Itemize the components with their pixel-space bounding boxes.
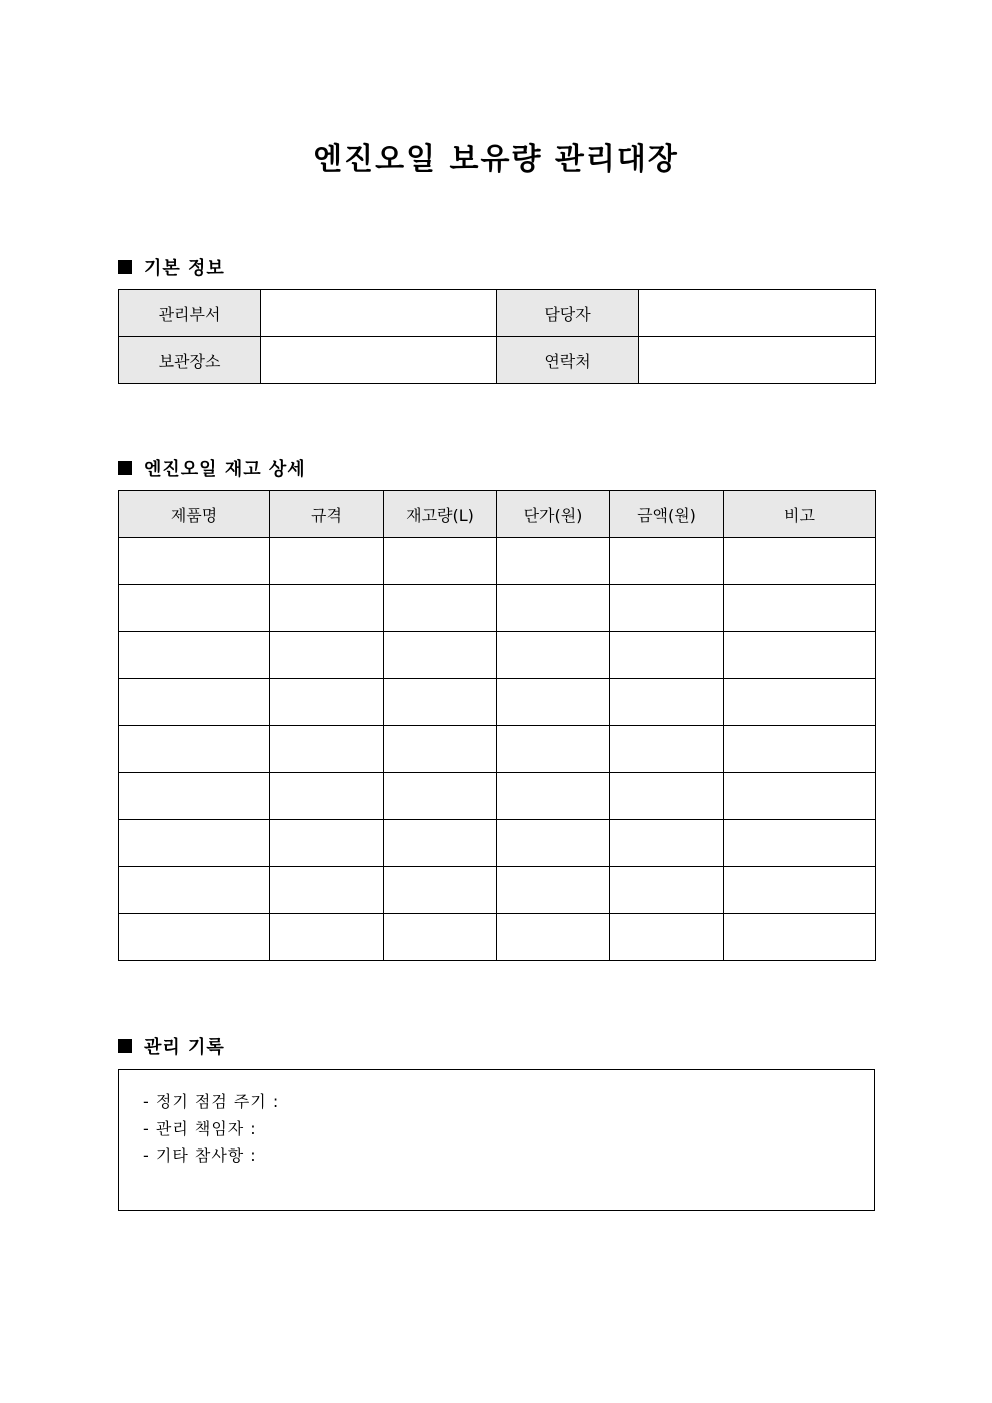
table-cell[interactable]: [384, 867, 497, 914]
table-cell[interactable]: [610, 914, 724, 961]
section-heading-label: 기본 정보: [144, 258, 225, 279]
table-cell[interactable]: [270, 820, 384, 867]
table-cell[interactable]: [610, 632, 724, 679]
table-cell[interactable]: [119, 632, 270, 679]
column-header: 재고량(L): [384, 491, 497, 538]
label-storage-location: 보관장소: [119, 337, 261, 384]
table-cell[interactable]: [497, 585, 610, 632]
column-header: 제품명: [119, 491, 270, 538]
label-department: 관리부서: [119, 290, 261, 337]
department-field[interactable]: [261, 290, 497, 337]
contact-field[interactable]: [639, 337, 876, 384]
table-cell[interactable]: [270, 726, 384, 773]
table-row: [119, 632, 876, 679]
table-cell[interactable]: [119, 726, 270, 773]
table-cell[interactable]: [497, 632, 610, 679]
table-cell[interactable]: [384, 820, 497, 867]
table-row: [119, 726, 876, 773]
table-row: [119, 538, 876, 585]
section-heading-inventory: [118, 455, 306, 481]
table-cell[interactable]: [497, 679, 610, 726]
table-cell[interactable]: [610, 773, 724, 820]
table-cell[interactable]: [270, 773, 384, 820]
table-cell[interactable]: [384, 914, 497, 961]
inventory-table-body: [119, 538, 876, 961]
column-header: 단가(원): [497, 491, 610, 538]
management-record-list: [119, 1070, 874, 1169]
table-cell[interactable]: [270, 914, 384, 961]
table-cell[interactable]: [724, 585, 876, 632]
table-row: [119, 914, 876, 961]
table-row: [119, 820, 876, 867]
square-bullet-icon: [118, 1039, 132, 1053]
table-cell[interactable]: [610, 867, 724, 914]
table-cell[interactable]: [384, 538, 497, 585]
column-header: 금액(원): [610, 491, 724, 538]
column-header: 비고: [724, 491, 876, 538]
table-row: [119, 290, 876, 337]
table-row: [119, 867, 876, 914]
table-cell[interactable]: [119, 820, 270, 867]
table-row: [119, 773, 876, 820]
section-heading-label: 엔진오일 재고 상세: [144, 459, 306, 480]
table-header-row: [119, 491, 876, 538]
table-cell[interactable]: [384, 585, 497, 632]
table-cell[interactable]: [384, 679, 497, 726]
table-cell[interactable]: [724, 679, 876, 726]
table-cell[interactable]: [384, 773, 497, 820]
table-cell[interactable]: [270, 867, 384, 914]
table-cell[interactable]: [724, 773, 876, 820]
table-row: [119, 337, 876, 384]
table-cell[interactable]: [119, 585, 270, 632]
table-cell[interactable]: [270, 679, 384, 726]
storage-location-field[interactable]: [261, 337, 497, 384]
table-row: [119, 679, 876, 726]
table-cell[interactable]: [497, 820, 610, 867]
table-cell[interactable]: [497, 726, 610, 773]
table-cell[interactable]: [119, 538, 270, 585]
management-record-box[interactable]: [118, 1069, 875, 1211]
table-cell[interactable]: [119, 867, 270, 914]
table-cell[interactable]: [270, 632, 384, 679]
table-cell[interactable]: [497, 538, 610, 585]
basic-info-table: [118, 289, 876, 384]
table-cell[interactable]: [610, 585, 724, 632]
record-item-responsible-person: - 관리 책임자 :: [143, 1119, 257, 1138]
page-title: 엔진오일 보유량 관리대장: [313, 142, 679, 177]
table-cell[interactable]: [724, 726, 876, 773]
section-heading-label: 관리 기록: [144, 1037, 225, 1058]
inventory-table: [118, 490, 876, 961]
table-cell[interactable]: [724, 632, 876, 679]
table-cell[interactable]: [497, 773, 610, 820]
label-contact: 연락처: [497, 337, 639, 384]
table-cell[interactable]: [610, 820, 724, 867]
table-cell[interactable]: [610, 679, 724, 726]
table-cell[interactable]: [384, 632, 497, 679]
table-cell[interactable]: [610, 538, 724, 585]
table-cell[interactable]: [497, 867, 610, 914]
table-cell[interactable]: [724, 914, 876, 961]
table-cell[interactable]: [119, 914, 270, 961]
table-cell[interactable]: [270, 585, 384, 632]
column-header: 규격: [270, 491, 384, 538]
table-cell[interactable]: [724, 867, 876, 914]
table-cell[interactable]: [497, 914, 610, 961]
section-heading-management-record: [118, 1033, 225, 1059]
table-cell[interactable]: [119, 679, 270, 726]
manager-field[interactable]: [639, 290, 876, 337]
record-item-inspection-cycle: - 정기 점검 주기 :: [143, 1092, 280, 1111]
label-manager: 담당자: [497, 290, 639, 337]
section-heading-basic-info: [118, 254, 225, 280]
table-row: [119, 585, 876, 632]
record-item-other-notes: - 기타 참사항 :: [143, 1146, 257, 1165]
table-cell[interactable]: [724, 820, 876, 867]
square-bullet-icon: [118, 461, 132, 475]
table-cell[interactable]: [724, 538, 876, 585]
table-cell[interactable]: [610, 726, 724, 773]
table-cell[interactable]: [119, 773, 270, 820]
table-cell[interactable]: [270, 538, 384, 585]
square-bullet-icon: [118, 260, 132, 274]
table-cell[interactable]: [384, 726, 497, 773]
